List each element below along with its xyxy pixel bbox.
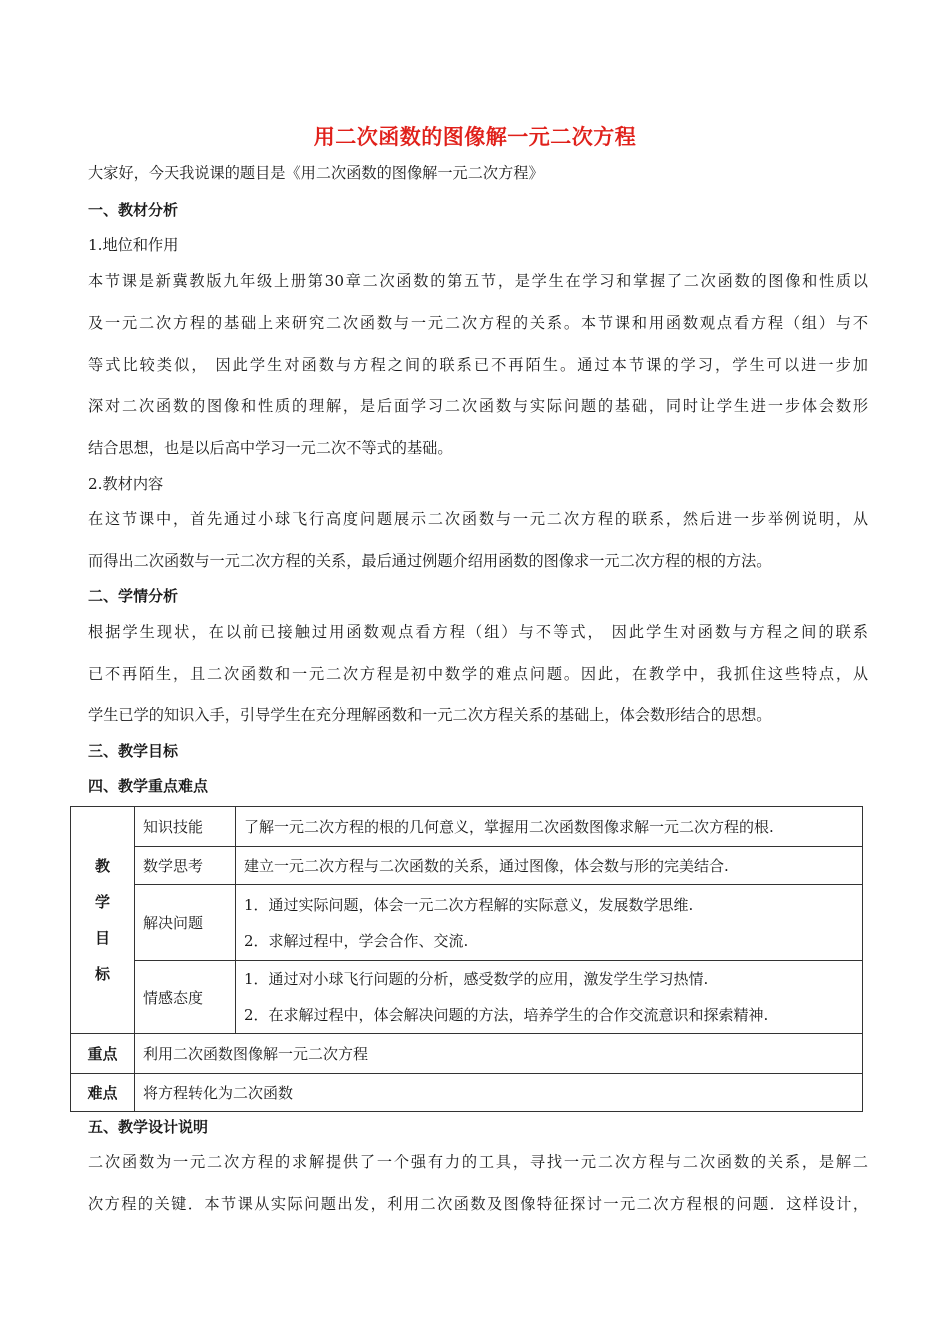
paragraph-line: 二次函数为一元二次方程的求解提供了一个强有力的工具，寻找一元二次方程与二次函数的关系，是解二 <box>88 1153 868 1171</box>
goal-label-char: 学 <box>94 893 110 911</box>
key-label-cell: 重点 <box>71 1034 135 1074</box>
goal-label-char: 目 <box>94 929 110 947</box>
subheading-1-1: 1.地位和作用 <box>88 236 179 254</box>
goal-item: 2．在求解过程中，体会解决问题的方法，培养学生的合作交流意识和探索精神. <box>244 1006 769 1024</box>
goal-text-cell: 建立一元二次方程与二次函数的关系，通过图像，体会数与形的完美结合. <box>236 847 863 885</box>
section-heading-2: 二、学情分析 <box>88 587 179 605</box>
document-title: 用二次函数的图像解一元二次方程 <box>313 125 637 149</box>
goal-text-cell <box>236 961 863 1034</box>
table-row <box>71 961 863 1034</box>
paragraph-line: 而得出二次函数与一元二次方程的关系，最后通过例题介绍用函数的图像求一元二次方程的根的方法。 <box>88 552 772 570</box>
paragraph-line: 根据学生现状，在以前已接触过用函数观点看方程（组）与不等式， 因此学生对函数与方程之间的联系 <box>88 623 868 641</box>
table-row <box>71 1074 863 1112</box>
goal-item: 1．通过实际问题，体会一元二次方程解的实际意义，发展数学思维. <box>244 895 694 914</box>
paragraph-line: 及一元二次方程的基础上来研究二次函数与一元二次方程的关系。本节课和用函数观点看方程（组）与不 <box>88 314 868 332</box>
paragraph-line: 深对二次函数的图像和性质的理解，是后面学习二次函数与实际问题的基础，同时让学生进一步体会数形 <box>88 397 868 415</box>
table-row <box>71 807 863 847</box>
paragraph-line: 次方程的关键．本节课从实际问题出发，利用二次函数及图像特征探讨一元二次方程根的问题．这样设计， <box>88 1195 868 1213</box>
key-text-cell: 利用二次函数图像解一元二次方程 <box>135 1034 863 1074</box>
table-row <box>71 885 863 961</box>
category-cell: 情感态度 <box>135 961 236 1034</box>
paragraph-line: 本节课是新冀教版九年级上册第30章二次函数的第五节，是学生在学习和掌握了二次函数的图像和性质以 <box>88 272 868 290</box>
goal-item: 2．求解过程中，学会合作、交流. <box>244 931 469 950</box>
difficulty-label-cell: 难点 <box>71 1074 135 1112</box>
table-row <box>71 847 863 885</box>
goal-item: 1．通过对小球飞行问题的分析，感受数学的应用，激发学生学习热情. <box>244 970 709 988</box>
category-cell: 解决问题 <box>135 885 236 961</box>
paragraph-line: 在这节课中，首先通过小球飞行高度问题展示二次函数与一元二次方程的联系，然后进一步举例说明，从 <box>88 510 868 528</box>
category-cell: 数学思考 <box>135 847 236 885</box>
paragraph-line: 等式比较类似， 因此学生对函数与方程之间的联系已不再陌生。通过本节课的学习，学生可以进一步加 <box>88 356 868 374</box>
subheading-1-2: 2.教材内容 <box>88 475 164 493</box>
goals-table <box>70 806 863 1112</box>
goal-label-cell <box>71 807 135 1034</box>
section-heading-1: 一、教材分析 <box>88 201 179 219</box>
section-heading-4: 四、教学重点难点 <box>88 777 209 795</box>
goal-text-cell: 了解一元二次方程的根的几何意义，掌握用二次函数图像求解一元二次方程的根. <box>236 807 863 847</box>
section-heading-5: 五、教学设计说明 <box>88 1118 209 1136</box>
paragraph-line: 已不再陌生，且二次函数和一元二次方程是初中数学的难点问题。因此，在教学中，我抓住这些特点，从 <box>88 665 868 683</box>
paragraph-line: 学生已学的知识入手，引导学生在充分理解函数和一元二次方程关系的基础上，体会数形结合的思想。 <box>88 706 772 724</box>
goal-label-char: 标 <box>94 965 110 983</box>
goal-text-cell <box>236 885 863 961</box>
paragraph-line: 结合思想，也是以后高中学习一元二次不等式的基础。 <box>88 439 453 457</box>
category-cell: 知识技能 <box>135 807 236 847</box>
difficulty-text-cell: 将方程转化为二次函数 <box>135 1074 863 1112</box>
goal-label-char: 教 <box>94 857 110 875</box>
intro-paragraph: 大家好，今天我说课的题目是《用二次函数的图像解一元二次方程》 <box>88 164 544 182</box>
table-row <box>71 1034 863 1074</box>
section-heading-3: 三、教学目标 <box>88 742 179 760</box>
